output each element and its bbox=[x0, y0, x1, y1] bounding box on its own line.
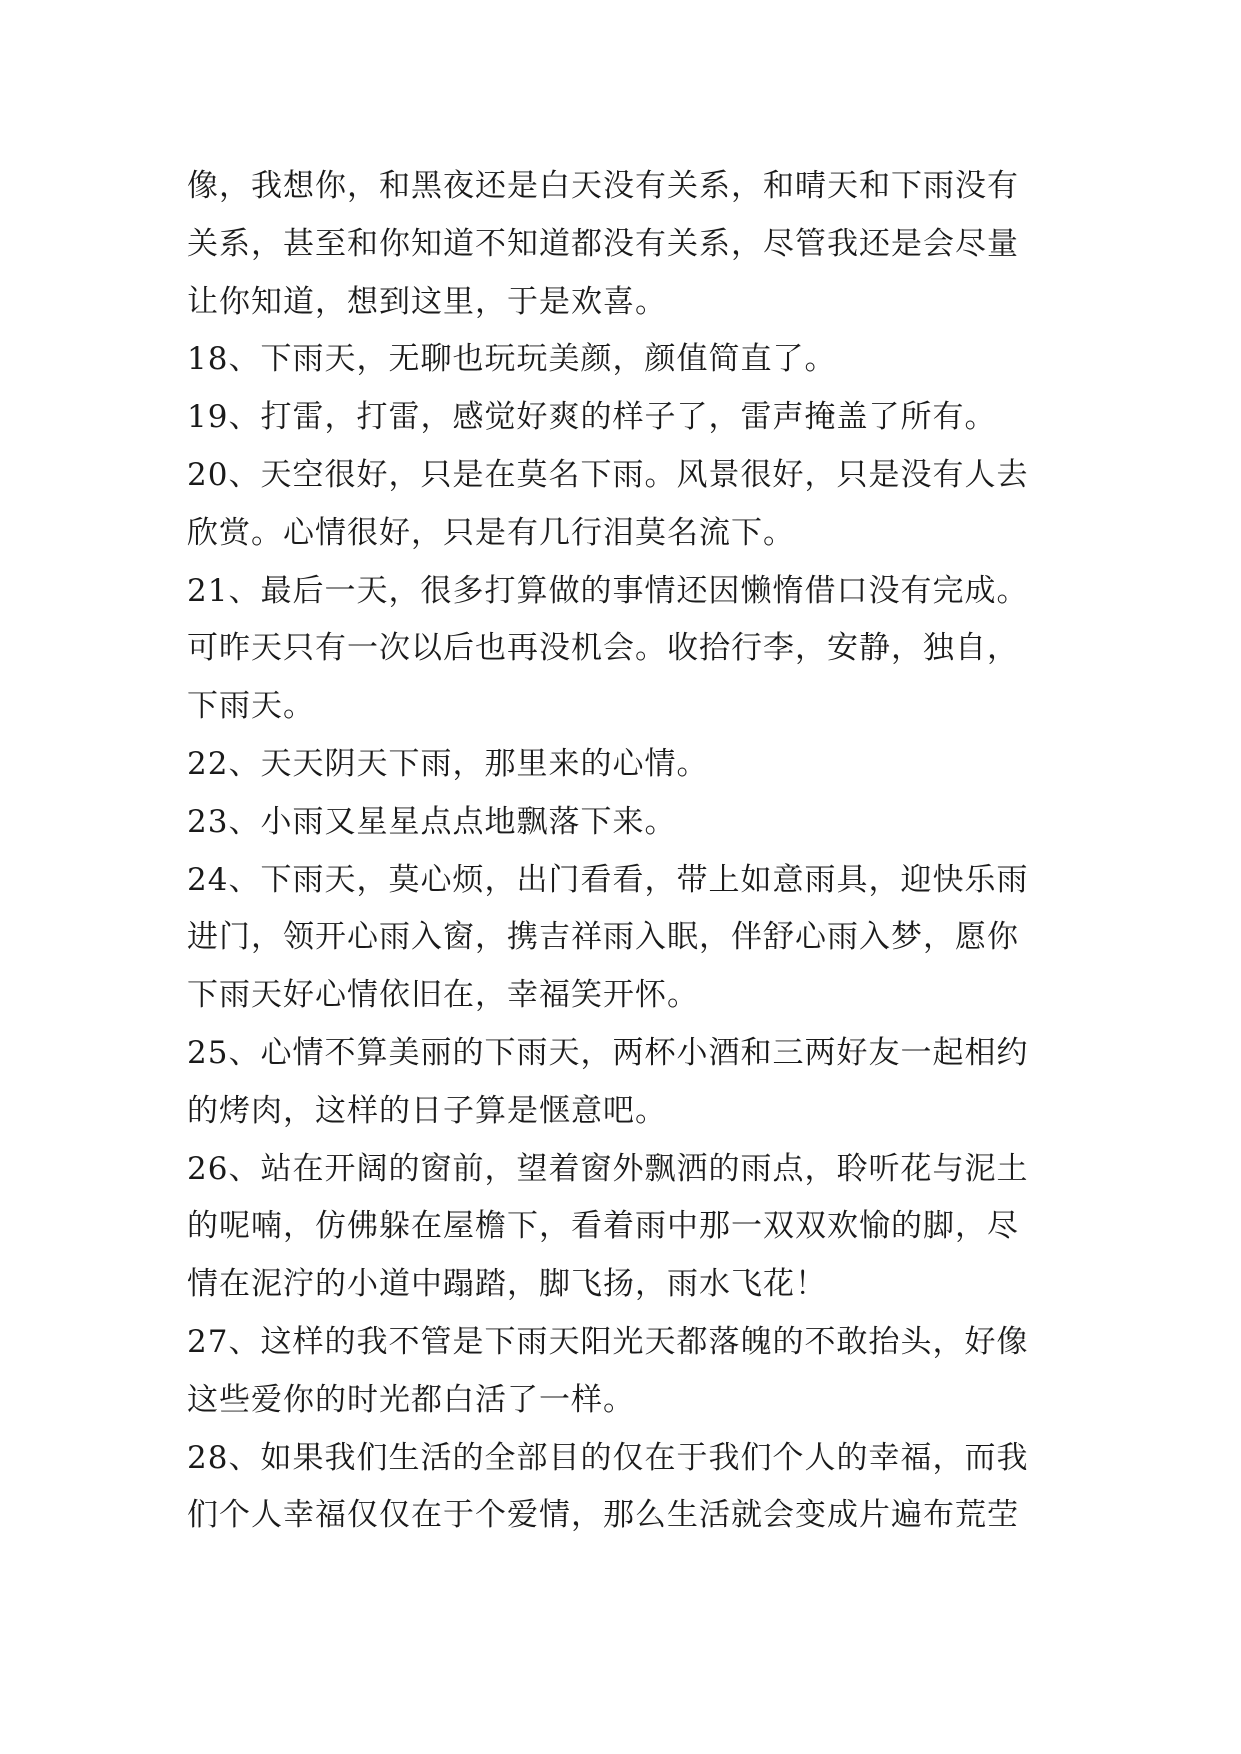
text-line: 27、这样的我不管是下雨天阳光天都落魄的不敢抬头，好像 bbox=[187, 1323, 1029, 1360]
text-line: 25、心情不算美丽的下雨天，两杯小酒和三两好友一起相约 bbox=[187, 1034, 1029, 1071]
text-line: 28、如果我们生活的全部目的仅在于我们个人的幸福，而我 bbox=[187, 1439, 1029, 1476]
text-line: 的呢喃，仿佛躲在屋檐下，看着雨中那一双双欢愉的脚，尽 bbox=[187, 1208, 1019, 1245]
text-line: 可昨天只有一次以后也再没机会。收拾行李，安静，独自， bbox=[187, 630, 1019, 667]
text-line: 情在泥泞的小道中蹋踏，脚飞扬，雨水飞花！ bbox=[187, 1266, 827, 1303]
text-line: 们个人幸福仅仅在于个爱情，那么生活就会变成片遍布荒茔 bbox=[187, 1497, 1019, 1534]
text-line: 进门，领开心雨入窗，携吉祥雨入眠，伴舒心雨入梦，愿你 bbox=[187, 919, 1019, 956]
text-line: 23、小雨又星星点点地飘落下来。 bbox=[187, 803, 677, 840]
text-line: 18、下雨天，无聊也玩玩美颜，颜值简直了。 bbox=[187, 341, 837, 378]
text-line: 的烤肉，这样的日子算是惬意吧。 bbox=[187, 1092, 667, 1129]
body-text bbox=[187, 158, 1057, 1545]
text-line: 这些爱你的时光都白活了一样。 bbox=[187, 1381, 635, 1418]
text-line: 20、天空很好，只是在莫名下雨。风景很好，只是没有人去 bbox=[187, 456, 1029, 493]
text-line: 让你知道，想到这里，于是欢喜。 bbox=[187, 283, 667, 320]
text-line: 下雨天。 bbox=[187, 688, 315, 725]
text-line: 关系，甚至和你知道不知道都没有关系，尽管我还是会尽量 bbox=[187, 225, 1019, 262]
text-line: 24、下雨天，莫心烦，出门看看，带上如意雨具，迎快乐雨 bbox=[187, 861, 1029, 898]
text-line: 下雨天好心情依旧在，幸福笑开怀。 bbox=[187, 977, 699, 1014]
text-line: 22、天天阴天下雨，那里来的心情。 bbox=[187, 745, 709, 782]
text-line: 像，我想你，和黑夜还是白天没有关系，和晴天和下雨没有 bbox=[187, 168, 1019, 204]
text-line: 19、打雷，打雷，感觉好爽的样子了，雷声掩盖了所有。 bbox=[187, 399, 997, 436]
text-line: 欣赏。心情很好，只是有几行泪莫名流下。 bbox=[187, 514, 795, 551]
text-line: 26、站在开阔的窗前，望着窗外飘洒的雨点，聆听花与泥土 bbox=[187, 1150, 1029, 1187]
text-line: 21、最后一天，很多打算做的事情还因懒惰借口没有完成。 bbox=[187, 572, 1029, 609]
